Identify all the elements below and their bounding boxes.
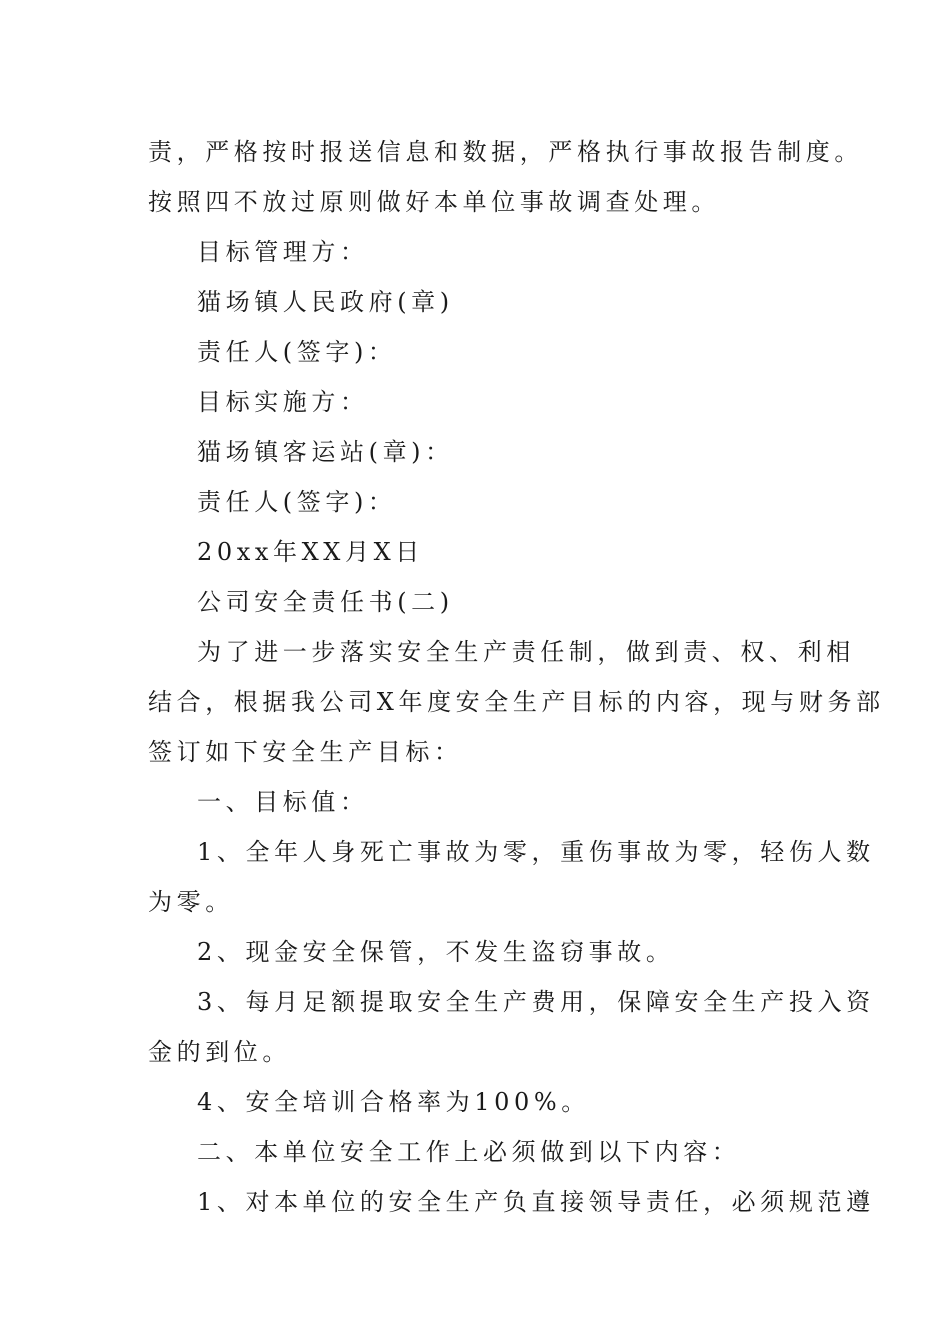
text-line: 责任人(签字)： [197,338,397,366]
text-line: 结合，根据我公司X年度安全生产目标的内容，现与财务部 [148,688,885,716]
text-line: 金的到位。 [148,1038,291,1066]
text-line: 4、安全培训合格率为100%。 [197,1088,590,1116]
heading-line: 一、目标值： [197,788,369,816]
section-title: 公司安全责任书(二) [197,588,454,616]
text-line: 猫场镇客运站(章)： [197,438,454,466]
text-line: 3、每月足额提取安全生产费用，保障安全生产投入资 [197,988,875,1016]
text-line: 为了进一步落实安全生产责任制，做到责、权、利相 [197,638,855,666]
text-line: 1、对本单位的安全生产负直接领导责任，必须规范遵 [197,1188,875,1216]
text-line: 为零。 [148,888,234,916]
text-line: 1、全年人身死亡事故为零，重伤事故为零，轻伤人数 [197,838,875,866]
text-line: 20xx年XX月X日 [197,538,424,566]
text-line: 2、现金安全保管，不发生盗窃事故。 [197,938,675,966]
text-line: 责任人(签字)： [197,488,397,516]
text-line: 目标实施方： [197,388,369,416]
document-page [148,127,885,1227]
heading-line: 二、本单位安全工作上必须做到以下内容： [197,1138,741,1166]
text-line: 责，严格按时报送信息和数据，严格执行事故报告制度。 [148,138,863,166]
text-line: 按照四不放过原则做好本单位事故调查处理。 [148,188,720,216]
text-line: 目标管理方： [197,238,369,266]
text-line: 猫场镇人民政府(章) [197,288,454,316]
text-line: 签订如下安全生产目标： [148,738,463,766]
